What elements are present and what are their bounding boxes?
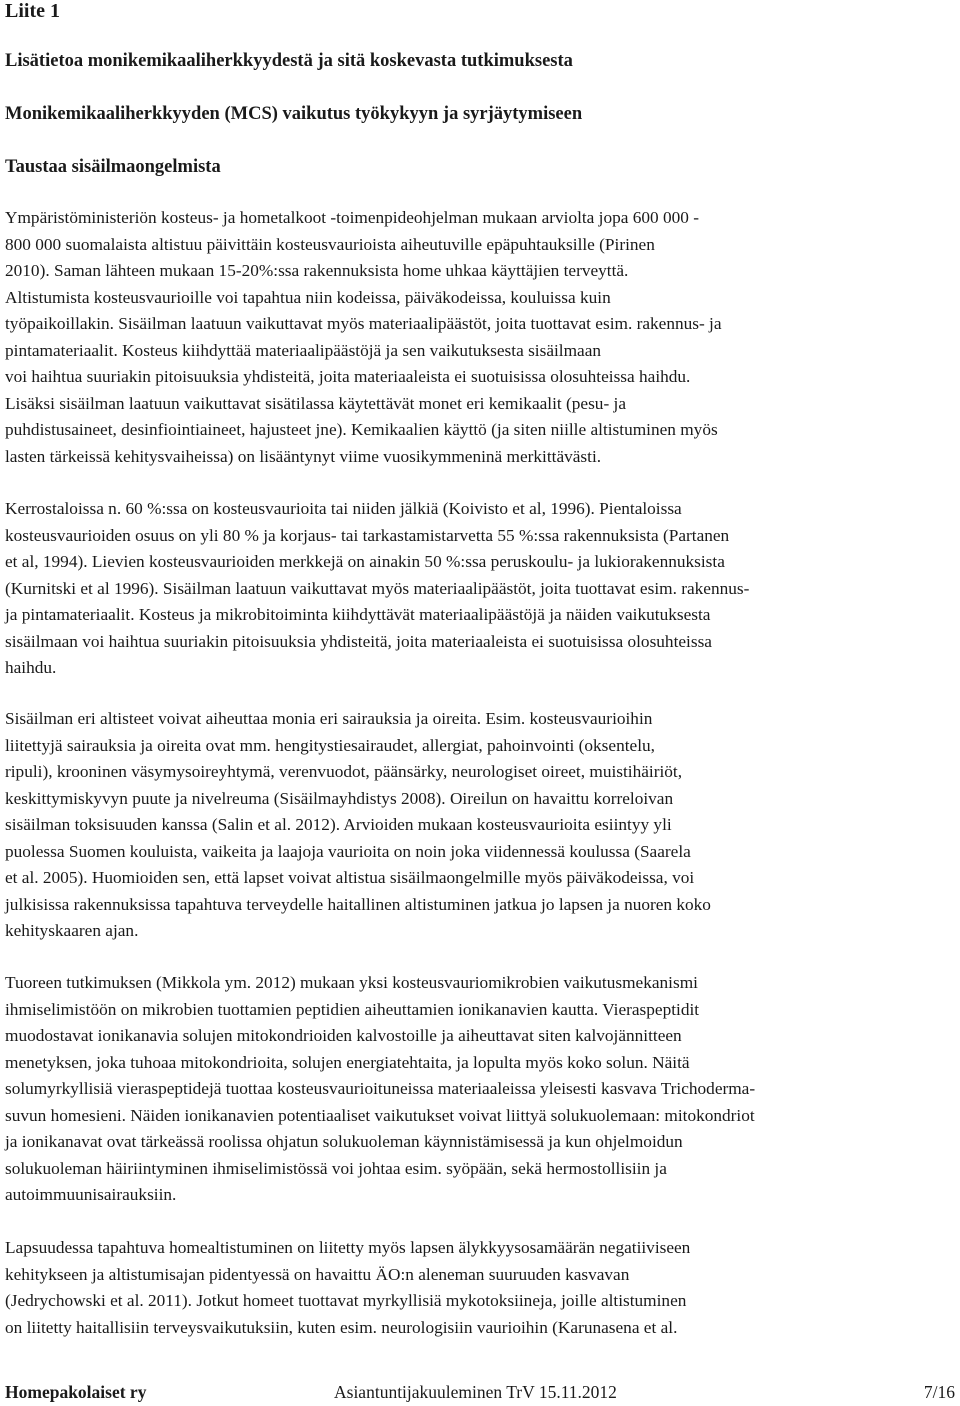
text-line: (Kurnitski et al 1996). Sisäilman laatuun vaikuttavat myös materiaalipäästöt, joita tuottavat esim. rakennus- [5,578,750,598]
paragraph-research [5,970,953,1209]
text-line: sisäilmaan voi haihtua suuriakin pitoisuuksia yhdisteitä, joita materiaaleista ei suotuisissa olosuhteissa [5,631,712,651]
text-line: kehityskaaren ajan. [5,921,139,940]
text-line: 2010). Saman lähteen mukaan 15-20%:ssa rakennuksista home uhkaa käyttäjien terveyttä. [5,261,629,280]
text-line: suvun homesieni. Näiden ionikanavien potentiaaliset vaikutukset voivat liittyä solukuolemaan: mitokondriot [5,1105,755,1125]
paragraph-symptoms [5,706,953,945]
sub-heading: Monikemikaaliherkkyyden (MCS) vaikutus työkykyyn ja syrjäytymiseen [5,104,583,124]
text-line: voi haihtua suuriakin pitoisuuksia yhdisteitä, joita materiaaleista ei suotuisissa olosuhteissa haihdu. [5,367,691,386]
text-line: menetyksen, joka tuhoaa mitokondrioita, solujen energiatehtaita, ja lopulta myös koko solun. Näitä [5,1052,690,1072]
text-line: liitettyjä sairauksia ja oireita ovat mm. hengitystiesairaudet, allergiat, pahoinvointi (oksentelu, [5,735,655,755]
text-line: ihmiselimistöön on mikrobien tuottamien peptidien aiheuttamien ionikanavien kautta. Vieraspeptidit [5,999,700,1019]
paragraph-moisture-damage [5,496,953,682]
page-number: 7/16 [923,1382,955,1402]
page-footer [5,1380,955,1404]
text-line: Kerrostaloissa n. 60 %:ssa on kosteusvaurioita tai niiden jälkiä (Koivisto et al, 1996). Pientaloissa [5,499,682,518]
text-line: Lapsuudessa tapahtuva homealtistuminen on liitetty myös lapsen älykkyysosamäärän negatiiviseen [5,1238,691,1257]
text-line: solumyrkyllisiä vieraspeptidejä tuottaa kosteusvaurioituneissa materiaaleissa yleisesti kasvava Trichoderma- [5,1079,756,1098]
paragraph-childhood [5,1235,953,1341]
text-line: Ympäristöministeriön kosteus- ja hometalkoot -toimenpideohjelman mukaan arviolta jopa 600 000 - [5,208,699,227]
text-line: puolessa Suomen kouluista, vaikeita ja laajoja vaurioita on noin joka viidennessä koulussa (Saarela [5,841,691,861]
text-line: julkisissa rakennuksissa tapahtuva terveydelle haitallinen altistuminen jatkua jo lapsen ja nuoren koko [5,894,711,914]
text-line: 800 000 suomalaista altistuu päivittäin kosteusvaurioista aiheutuville epäpuhtauksille (Pirinen [5,234,655,254]
footer-organization: Homepakolaiset ry [5,1382,147,1402]
text-line: (Jedrychowski et al. 2011). Jotkut homeet tuottavat myrkyllisiä mykotoksiineja, joille altistuminen [5,1291,687,1310]
text-line: pintamateriaalit. Kosteus kiihdyttää materiaalipäästöjä ja sen vaikutuksesta sisäilmaan [5,340,602,360]
text-line: et al. 2005). Huomioiden sen, että lapset voivat altistua sisäilmaongelmille myös päiväkodeissa, voi [5,868,695,887]
text-line: Sisäilman eri altisteet voivat aiheuttaa monia eri sairauksia ja oireita. Esim. kosteusvaurioihin [5,709,653,728]
text-line: et al, 1994). Lievien kosteusvaurioiden merkkejä on ainakin 50 %:ssa peruskoulu- ja lukiorakennuksista [5,552,725,571]
text-line: muodostavat ionikanavia solujen mitokondrioiden kalvostoille ja aiheuttavat siten kalvojännitteen [5,1026,682,1045]
text-line: kehitykseen ja altistumisajan pidentyessä on havaittu ÄO:n aleneman suuruuden kasvavan [5,1264,630,1284]
text-line: ja pintamateriaalit. Kosteus ja mikrobitoiminta kiihdyttävät materiaalipäästöjä ja näiden vaikutuksesta [5,605,711,624]
text-line: solukuoleman häiriintyminen ihmiselimistössä voi johtaa esim. syöpään, sekä hermostollisiin ja [5,1158,667,1178]
text-line: ja ionikanavat ovat tärkeässä roolissa ohjatun solukuoleman käynnistämisessä ja kun ohjelmoidun [5,1132,683,1151]
text-line: on liitetty haitallisiin terveysvaikutuksiin, kuten esim. neurologisiin vaurioihin (Karunasena et al. [5,1317,678,1337]
text-line: autoimmuunisairauksiin. [5,1185,177,1204]
text-line: Altistumista kosteusvaurioille voi tapahtua niin kodeissa, päiväkodeissa, kouluissa kuin [5,287,611,307]
text-line: haihdu. [5,658,57,677]
text-line: ripuli), krooninen väsymysoireyhtymä, verenvuodot, päänsärky, neurologiset oireet, muistihäiriöt, [5,762,683,781]
text-line: työpaikoillakin. Sisäilman laatuun vaikuttavat myös materiaalipäästöt, joita tuottavat esim. rakennus- ja [5,314,722,333]
text-line: lasten tärkeissä kehitysvaiheissa) on lisääntynyt viime vuosikymmeninä merkittävästi. [5,446,602,466]
text-line: kosteusvaurioiden osuus on yli 80 % ja korjaus- tai tarkastamistarvetta 55 %:ssa rakennuksista (Partanen [5,525,730,545]
text-line: puhdistusaineet, desinfiointiaineet, hajusteet jne). Kemikaalien käyttö (ja siten niille altistuminen myös [5,420,718,439]
section-heading: Taustaa sisäilmaongelmista [5,157,221,177]
footer-event: Asiantuntijakuuleminen TrV 15.11.2012 [334,1382,617,1402]
text-line: Tuoreen tutkimuksen (Mikkola ym. 2012) mukaan yksi kosteusvauriomikrobien vaikutusmekanismi [5,973,698,992]
paragraph-background [5,205,953,470]
text-line: keskittymiskyvyn puute ja nivelreuma (Sisäilmayhdistys 2008). Oireilun on havaittu korreloivan [5,788,674,808]
text-line: Lisäksi sisäilman laatuun vaikuttavat sisätilassa käytettävät monet eri kemikaalit (pesu- ja [5,393,626,413]
main-heading: Lisätietoa monikemikaaliherkkyydestä ja sitä koskevasta tutkimuksesta [5,51,573,71]
text-line: sisäilman toksisuuden kanssa (Salin et al. 2012). Arvioiden mukaan kosteusvaurioita esiintyy yli [5,815,672,834]
appendix-label: Liite 1 [5,0,60,22]
